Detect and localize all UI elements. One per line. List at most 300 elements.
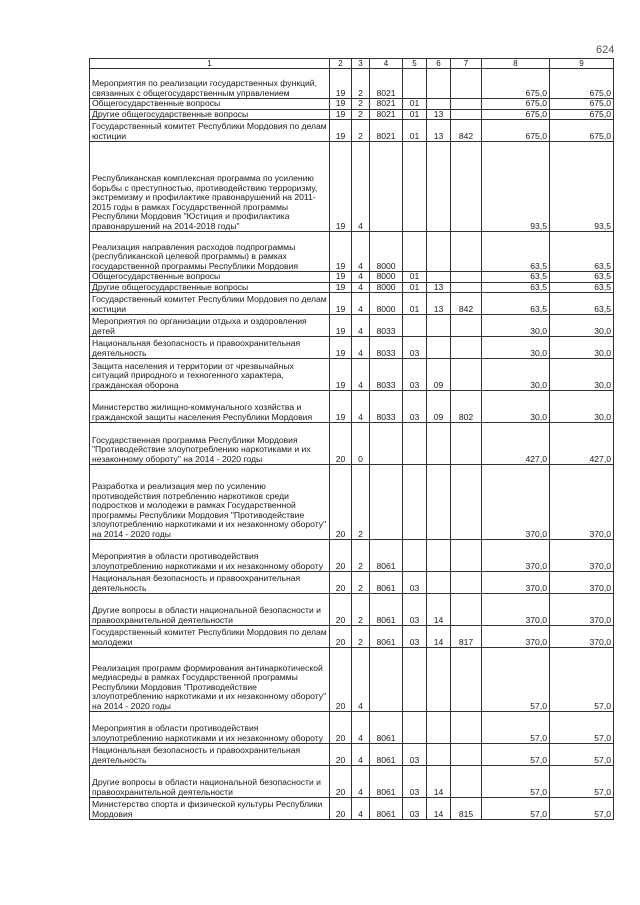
column-header: 8 — [482, 59, 550, 69]
code-program: 19 — [330, 337, 352, 359]
amount-col8-value: 370,0 — [525, 560, 547, 571]
code-subprogram: 2 — [352, 626, 370, 648]
amount-col9 — [550, 798, 614, 820]
code-section: 01 — [403, 99, 427, 110]
code-program: 20 — [330, 648, 352, 712]
table-row — [90, 594, 614, 626]
amount-col9-value: 370,0 — [589, 528, 611, 539]
amount-col9-value: 30,0 — [594, 411, 611, 422]
table-row — [90, 540, 614, 572]
table-row — [90, 337, 614, 359]
code-program: 19 — [330, 293, 352, 315]
column-header: 6 — [427, 59, 451, 69]
amount-col8 — [482, 232, 550, 272]
code-section: 03 — [403, 798, 427, 820]
code-ministry: 842 — [451, 293, 482, 315]
table-row — [90, 272, 614, 283]
code-subsection — [427, 540, 451, 572]
amount-col9-value: 30,0 — [594, 347, 611, 358]
code-program: 20 — [330, 423, 352, 465]
code-ministry — [451, 337, 482, 359]
code-program: 20 — [330, 465, 352, 540]
code-subprogram: 2 — [352, 465, 370, 540]
code-subsection: 09 — [427, 359, 451, 391]
code-program: 20 — [330, 744, 352, 766]
row-name: Реализация направления расходов подпрограммы (республиканской целевой программы) в рамках государственной программы Республики Мордовия — [90, 232, 330, 272]
row-name: Национальная безопасность и правоохранительная деятельность — [90, 572, 330, 594]
amount-col8 — [482, 744, 550, 766]
code-subsection — [427, 744, 451, 766]
amount-col8 — [482, 572, 550, 594]
table-row — [90, 766, 614, 798]
code-section: 03 — [403, 594, 427, 626]
amount-col8-value: 370,0 — [525, 614, 547, 625]
code-direction: 8061 — [370, 594, 403, 626]
code-direction: 8021 — [370, 99, 403, 110]
amount-col9 — [550, 359, 614, 391]
row-name: Государственный комитет Республики Мордовия по делам юстиции — [90, 120, 330, 142]
code-ministry — [451, 272, 482, 283]
code-subsection — [427, 142, 451, 232]
code-direction: 8061 — [370, 626, 403, 648]
row-name: Государственный комитет Республики Мордовия по делам молодежи — [90, 626, 330, 648]
amount-col8 — [482, 337, 550, 359]
code-direction: 8061 — [370, 572, 403, 594]
amount-col9-value: 675,0 — [589, 109, 611, 119]
code-subprogram: 4 — [352, 315, 370, 337]
amount-col8 — [482, 540, 550, 572]
code-direction: 8021 — [370, 109, 403, 120]
table-row — [90, 232, 614, 272]
code-subsection — [427, 648, 451, 712]
code-ministry — [451, 359, 482, 391]
table-row — [90, 315, 614, 337]
code-program: 19 — [330, 282, 352, 293]
code-subsection — [427, 465, 451, 540]
table-row — [90, 744, 614, 766]
amount-col8 — [482, 272, 550, 283]
code-ministry — [451, 99, 482, 110]
amount-col8-value: 57,0 — [530, 732, 547, 743]
code-program: 19 — [330, 272, 352, 283]
code-ministry — [451, 594, 482, 626]
amount-col8-value: 30,0 — [530, 379, 547, 390]
table-row — [90, 293, 614, 315]
amount-col9-value: 57,0 — [594, 786, 611, 797]
amount-col9-value: 63,5 — [594, 282, 611, 292]
code-subprogram: 2 — [352, 120, 370, 142]
code-subprogram: 4 — [352, 232, 370, 272]
code-direction: 8061 — [370, 540, 403, 572]
amount-col9-value: 675,0 — [589, 98, 611, 108]
code-section: 01 — [403, 282, 427, 293]
code-subsection: 14 — [427, 766, 451, 798]
code-direction — [370, 142, 403, 232]
column-header: 2 — [330, 59, 352, 69]
amount-col9 — [550, 293, 614, 315]
code-direction — [370, 423, 403, 465]
amount-col8-value: 370,0 — [525, 582, 547, 593]
code-subsection: 14 — [427, 798, 451, 820]
code-direction: 8061 — [370, 766, 403, 798]
code-ministry — [451, 282, 482, 293]
table-row — [90, 798, 614, 820]
code-section: 03 — [403, 572, 427, 594]
amount-col9 — [550, 744, 614, 766]
amount-col9-value: 30,0 — [594, 379, 611, 390]
amount-col8 — [482, 69, 550, 99]
amount-col8-value: 63,5 — [530, 260, 547, 271]
code-ministry — [451, 142, 482, 232]
amount-col9 — [550, 99, 614, 110]
code-subsection — [427, 423, 451, 465]
code-program: 19 — [330, 391, 352, 423]
amount-col8-value: 370,0 — [525, 636, 547, 647]
code-ministry — [451, 109, 482, 120]
code-direction: 8033 — [370, 359, 403, 391]
code-ministry — [451, 465, 482, 540]
table-row — [90, 423, 614, 465]
amount-col8 — [482, 594, 550, 626]
table-row — [90, 282, 614, 293]
amount-col9-value: 30,0 — [594, 325, 611, 336]
code-subprogram: 0 — [352, 423, 370, 465]
code-section — [403, 423, 427, 465]
code-subprogram: 2 — [352, 99, 370, 110]
amount-col9-value: 370,0 — [589, 636, 611, 647]
table-row — [90, 626, 614, 648]
row-name: Разработка и реализация мер по усилению противодействия потреблению наркотиков среди подростков и молодежи в рамках Государственной программы Республики Мордовия "Противодействие злоупотреблению наркотиками и их незаконному обороту" на 2014 - 2020 годы — [90, 465, 330, 540]
amount-col9-value: 427,0 — [589, 453, 611, 464]
amount-col8-value: 675,0 — [525, 87, 547, 98]
code-program: 19 — [330, 99, 352, 110]
table-row — [90, 99, 614, 110]
amount-col8-value: 63,5 — [530, 282, 547, 292]
amount-col8-value: 30,0 — [530, 325, 547, 336]
amount-col8-value: 57,0 — [530, 754, 547, 765]
amount-col9 — [550, 337, 614, 359]
code-ministry: 842 — [451, 120, 482, 142]
code-subsection: 13 — [427, 293, 451, 315]
row-name: Государственный комитет Республики Мордовия по делам юстиции — [90, 293, 330, 315]
amount-col8 — [482, 293, 550, 315]
row-name: Общегосударственные вопросы — [90, 99, 330, 110]
row-name: Республиканская комплексная программа по усилению борьбы с преступностью, противодействию терроризму, экстремизму и профилактике правонарушений на 2011-2015 годы в рамках Государственной программы Республики Мордовия "Юстиция и профилактика правонарушений на 2014-2018 годы" — [90, 142, 330, 232]
code-section — [403, 69, 427, 99]
code-subsection — [427, 712, 451, 744]
code-direction: 8021 — [370, 69, 403, 99]
code-ministry — [451, 572, 482, 594]
column-header: 4 — [370, 59, 403, 69]
code-subprogram: 2 — [352, 69, 370, 99]
code-ministry — [451, 315, 482, 337]
table-row — [90, 359, 614, 391]
code-subprogram: 2 — [352, 109, 370, 120]
code-section — [403, 648, 427, 712]
code-subprogram: 4 — [352, 337, 370, 359]
code-program: 19 — [330, 142, 352, 232]
code-subprogram: 2 — [352, 540, 370, 572]
code-subprogram: 4 — [352, 712, 370, 744]
amount-col8-value: 675,0 — [525, 130, 547, 141]
code-direction: 8021 — [370, 120, 403, 142]
amount-col8-value: 30,0 — [530, 411, 547, 422]
code-program: 20 — [330, 626, 352, 648]
code-program: 20 — [330, 572, 352, 594]
column-header: 1 — [90, 59, 330, 69]
code-subsection — [427, 337, 451, 359]
code-section: 01 — [403, 272, 427, 283]
amount-col8 — [482, 282, 550, 293]
code-direction: 8061 — [370, 712, 403, 744]
column-header: 5 — [403, 59, 427, 69]
amount-col8 — [482, 712, 550, 744]
amount-col8-value: 63,5 — [530, 303, 547, 314]
amount-col9-value: 370,0 — [589, 582, 611, 593]
amount-col8-value: 57,0 — [530, 786, 547, 797]
code-direction: 8033 — [370, 391, 403, 423]
amount-col8 — [482, 315, 550, 337]
code-subprogram: 2 — [352, 594, 370, 626]
table-body — [90, 59, 614, 820]
row-name: Мероприятия в области противодействия злоупотреблению наркотиками и их незаконному обороту — [90, 712, 330, 744]
amount-col8 — [482, 359, 550, 391]
amount-col9-value: 675,0 — [589, 130, 611, 141]
code-ministry — [451, 744, 482, 766]
row-name: Мероприятия по реализации государственных функций, связанных с общегосударственным управлением — [90, 69, 330, 99]
amount-col8-value: 30,0 — [530, 347, 547, 358]
amount-col8 — [482, 109, 550, 120]
code-section: 03 — [403, 626, 427, 648]
column-header: 7 — [451, 59, 482, 69]
code-program: 19 — [330, 315, 352, 337]
code-subsection: 13 — [427, 109, 451, 120]
table-row — [90, 572, 614, 594]
code-ministry: 815 — [451, 798, 482, 820]
code-ministry: 802 — [451, 391, 482, 423]
code-section: 03 — [403, 766, 427, 798]
amount-col9-value: 93,5 — [594, 220, 611, 231]
amount-col9 — [550, 142, 614, 232]
amount-col8-value: 63,5 — [530, 271, 547, 281]
row-name: Национальная безопасность и правоохранительная деятельность — [90, 744, 330, 766]
amount-col9-value: 57,0 — [594, 732, 611, 743]
amount-col9-value: 57,0 — [594, 754, 611, 765]
code-direction: 8000 — [370, 232, 403, 272]
amount-col9 — [550, 626, 614, 648]
amount-col8-value: 57,0 — [530, 700, 547, 711]
code-direction: 8000 — [370, 293, 403, 315]
amount-col8 — [482, 142, 550, 232]
amount-col9 — [550, 232, 614, 272]
code-subprogram: 4 — [352, 142, 370, 232]
code-subprogram: 4 — [352, 293, 370, 315]
amount-col9 — [550, 272, 614, 283]
amount-col8-value: 57,0 — [530, 808, 547, 819]
code-direction: 8000 — [370, 282, 403, 293]
code-section: 01 — [403, 120, 427, 142]
amount-col8 — [482, 798, 550, 820]
code-ministry — [451, 766, 482, 798]
row-name: Национальная безопасность и правоохранительная деятельность — [90, 337, 330, 359]
table-row — [90, 391, 614, 423]
code-subsection — [427, 572, 451, 594]
amount-col9 — [550, 766, 614, 798]
code-section: 01 — [403, 109, 427, 120]
code-direction — [370, 648, 403, 712]
amount-col9-value: 675,0 — [589, 87, 611, 98]
row-name: Мероприятия в области противодействия злоупотреблению наркотиками и их незаконному обороту — [90, 540, 330, 572]
amount-col9 — [550, 109, 614, 120]
code-program: 19 — [330, 109, 352, 120]
amount-col8 — [482, 465, 550, 540]
code-ministry — [451, 712, 482, 744]
code-section — [403, 232, 427, 272]
code-subsection: 09 — [427, 391, 451, 423]
row-name: Министерство спорта и физической культуры Республики Мордовия — [90, 798, 330, 820]
amount-col9 — [550, 594, 614, 626]
code-program: 19 — [330, 359, 352, 391]
code-subsection — [427, 99, 451, 110]
code-direction — [370, 465, 403, 540]
amount-col8 — [482, 391, 550, 423]
column-header: 3 — [352, 59, 370, 69]
amount-col8 — [482, 120, 550, 142]
code-subprogram: 4 — [352, 282, 370, 293]
code-ministry — [451, 69, 482, 99]
table-row — [90, 465, 614, 540]
amount-col8-value: 93,5 — [530, 220, 547, 231]
code-subsection — [427, 69, 451, 99]
budget-table — [89, 58, 614, 820]
page-number: 624 — [596, 44, 615, 56]
amount-col9 — [550, 69, 614, 99]
code-ministry: 817 — [451, 626, 482, 648]
code-subprogram: 4 — [352, 648, 370, 712]
amount-col9 — [550, 282, 614, 293]
table-row — [90, 120, 614, 142]
code-section — [403, 712, 427, 744]
row-name: Другие вопросы в области национальной безопасности и правоохранительной деятельности — [90, 594, 330, 626]
amount-col9-value: 63,5 — [594, 303, 611, 314]
code-ministry — [451, 232, 482, 272]
code-section: 03 — [403, 744, 427, 766]
code-program: 20 — [330, 798, 352, 820]
amount-col8-value: 427,0 — [525, 453, 547, 464]
code-subsection: 14 — [427, 626, 451, 648]
amount-col9 — [550, 315, 614, 337]
code-section: 03 — [403, 359, 427, 391]
code-subsection — [427, 272, 451, 283]
row-name: Министерство жилищно-коммунального хозяйства и гражданской защиты населения Республики Мордовия — [90, 391, 330, 423]
code-subsection: 13 — [427, 282, 451, 293]
code-section: 03 — [403, 391, 427, 423]
code-subprogram: 4 — [352, 359, 370, 391]
code-subsection — [427, 315, 451, 337]
amount-col8-value: 675,0 — [525, 98, 547, 108]
code-program: 20 — [330, 540, 352, 572]
code-direction: 8033 — [370, 315, 403, 337]
code-subprogram: 4 — [352, 744, 370, 766]
table-row — [90, 109, 614, 120]
column-header: 9 — [550, 59, 614, 69]
code-program: 20 — [330, 712, 352, 744]
code-subprogram: 2 — [352, 572, 370, 594]
amount-col9 — [550, 391, 614, 423]
code-ministry — [451, 423, 482, 465]
amount-col9 — [550, 465, 614, 540]
amount-col9 — [550, 120, 614, 142]
header-row — [90, 59, 614, 69]
amount-col8-value: 370,0 — [525, 528, 547, 539]
table-row — [90, 648, 614, 712]
amount-col9 — [550, 423, 614, 465]
table-row — [90, 142, 614, 232]
code-program: 20 — [330, 594, 352, 626]
code-subprogram: 4 — [352, 272, 370, 283]
code-section — [403, 540, 427, 572]
code-ministry — [451, 648, 482, 712]
code-subprogram: 4 — [352, 391, 370, 423]
amount-col9-value: 370,0 — [589, 560, 611, 571]
code-subsection — [427, 232, 451, 272]
table-row — [90, 712, 614, 744]
code-ministry — [451, 540, 482, 572]
amount-col8 — [482, 766, 550, 798]
code-direction: 8061 — [370, 798, 403, 820]
row-name: Государственная программа Республики Мордовия "Противодействие злоупотреблению наркотиками и их незаконному обороту" на 2014 - 2020 годы — [90, 423, 330, 465]
amount-col9-value: 63,5 — [594, 271, 611, 281]
code-section — [403, 465, 427, 540]
code-program: 19 — [330, 69, 352, 99]
row-name: Другие общегосударственные вопросы — [90, 109, 330, 120]
code-direction: 8061 — [370, 744, 403, 766]
amount-col8 — [482, 626, 550, 648]
amount-col9 — [550, 572, 614, 594]
code-direction: 8033 — [370, 337, 403, 359]
code-section — [403, 315, 427, 337]
row-name: Другие вопросы в области национальной безопасности и правоохранительной деятельности — [90, 766, 330, 798]
amount-col8-value: 675,0 — [525, 109, 547, 119]
amount-col9 — [550, 648, 614, 712]
table-row — [90, 69, 614, 99]
code-section: 03 — [403, 337, 427, 359]
amount-col9-value: 370,0 — [589, 614, 611, 625]
code-subsection: 14 — [427, 594, 451, 626]
amount-col8 — [482, 648, 550, 712]
amount-col9-value: 63,5 — [594, 260, 611, 271]
amount-col9 — [550, 712, 614, 744]
code-program: 19 — [330, 120, 352, 142]
row-name: Общегосударственные вопросы — [90, 272, 330, 283]
amount-col8 — [482, 99, 550, 110]
amount-col8 — [482, 423, 550, 465]
code-section — [403, 142, 427, 232]
row-name: Мероприятия по организации отдыха и оздоровления детей — [90, 315, 330, 337]
amount-col9 — [550, 540, 614, 572]
row-name: Другие общегосударственные вопросы — [90, 282, 330, 293]
row-name: Защита населения и территории от чрезвычайных ситуаций природного и техногенного характера, гражданская оборона — [90, 359, 330, 391]
code-subprogram: 4 — [352, 766, 370, 798]
code-section: 01 — [403, 293, 427, 315]
code-subprogram: 4 — [352, 798, 370, 820]
code-direction: 8000 — [370, 272, 403, 283]
code-program: 20 — [330, 766, 352, 798]
amount-col9-value: 57,0 — [594, 808, 611, 819]
row-name: Реализация программ формирования антинаркотической медиасреды в рамках Государственной программы Республики Мордовия "Противодействие злоупотреблению наркотиками и их незаконному обороту" на 2014 - 2020 годы — [90, 648, 330, 712]
code-subsection: 13 — [427, 120, 451, 142]
amount-col9-value: 57,0 — [594, 700, 611, 711]
